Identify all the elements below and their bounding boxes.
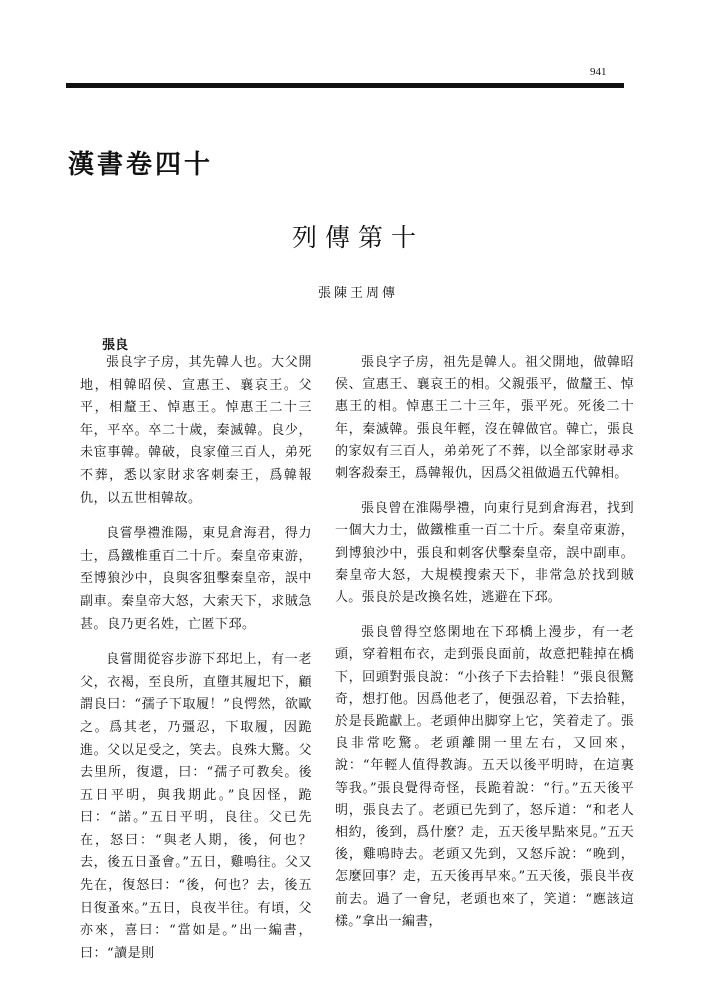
chapter-title: 列傳第十 bbox=[291, 223, 424, 252]
classical-text-column bbox=[80, 352, 312, 978]
page-number: 941 bbox=[590, 66, 607, 78]
chapter-subtitle: 張陳王周傳 bbox=[317, 286, 398, 301]
header-rule bbox=[66, 83, 624, 88]
translation-paragraph: 張良曾在淮陽學禮，向東行見到倉海君，找到一個大力士，做鐵椎重一百二十斤。秦皇帝東游，到博狼沙中，張良和刺客伏擊秦皇帝，誤中副車。秦皇帝大怒，大規模搜索天下，非常急於找到賊人。張良於是改換名姓，逃避在下邳。 bbox=[335, 501, 634, 606]
section-heading: 張良 bbox=[102, 338, 129, 353]
classical-paragraph: 張良字子房，其先韓人也。大父開地，相韓昭侯、宣惠王、襄哀王。父平，相釐王、悼惠王。悼惠王二十三年，平卒。卒二十歲，秦滅韓。良少，未宦事韓。韓破，良家僮三百人，弟死不葬，悉以家財求客刺秦王，爲韓報仇，以五世相韓故。 bbox=[80, 355, 312, 506]
translation-paragraph: 張良曾得空悠閑地在下邳橋上漫步，有一老頭，穿着粗布衣，走到張良面前，故意把鞋掉在橋下，回頭對張良說：“小孩子下去拾鞋！”張良很驚奇，想打他。因爲他老了，便强忍着，下去拾鞋，於是長跪獻上。老頭伸出脚穿上它，笑着走了。張良非常吃驚。老頭離開一里左右，又回來，說：“年輕人值得教誨。五天以後平明時，在這裏等我。”張良覺得奇怪，長跪着說：“行。”五天後平明，張良去了。老頭已先到了，怒斥道：“和老人相約，後到，爲什麼？走，五天後早點來見。”五天後，雞鳴時去。老頭又先到，又怒斥說：“晚到，怎麼回事？走，五天後再早來。”五天後，張良半夜前去。過了一會兒，老頭也來了，笑道：“應該這樣。”拿出一編書， bbox=[335, 625, 634, 929]
classical-paragraph: 良嘗閒從容步游下邳圯上，有一老父，衣褐，至良所，直墮其履圯下，顧謂良曰：“孺子下取履！”良愕然，欲歐之。爲其老，乃彊忍，下取履，因跪進。父以足受之，笑去。良殊大驚。父去里所，復還，曰：“孺子可教矣。後五日平明，與我期此。”良因怪，跪曰：“諾。”五日平明，良往。父已先在，怒曰：“與老人期，後，何也？去，後五日蚤會。”五日，雞鳴往。父又先在，復怒曰：“後，何也？去，後五日復蚤來。”五日，良夜半往。有頃，父亦來，喜曰：“當如是。”出一編書，曰：“讀是則 bbox=[80, 652, 312, 961]
volume-title: 漢書卷四十 bbox=[68, 150, 214, 180]
classical-paragraph: 良嘗學禮淮陽，東見倉海君，得力士，爲鐵椎重百二十斤。秦皇帝東游，至博狼沙中，良與客狙擊秦皇帝，誤中副車。秦皇帝大怒，大索天下，求賊急甚。良乃更名姓，亡匿下邳。 bbox=[80, 526, 312, 632]
translation-paragraph: 張良字子房，祖先是韓人。祖父開地，做韓昭侯、宣惠王、襄哀王的相。父親張平，做釐王、悼惠王的相。悼惠王二十三年，張平死。死後二十年，秦滅韓。張良年輕，沒在韓做官。韓亡，張良的家奴有三百人，弟弟死了不葬，以全部家財尋求刺客殺秦王，爲韓報仇，因爲父祖做過五代韓相。 bbox=[335, 355, 634, 482]
modern-translation-column bbox=[335, 352, 634, 946]
